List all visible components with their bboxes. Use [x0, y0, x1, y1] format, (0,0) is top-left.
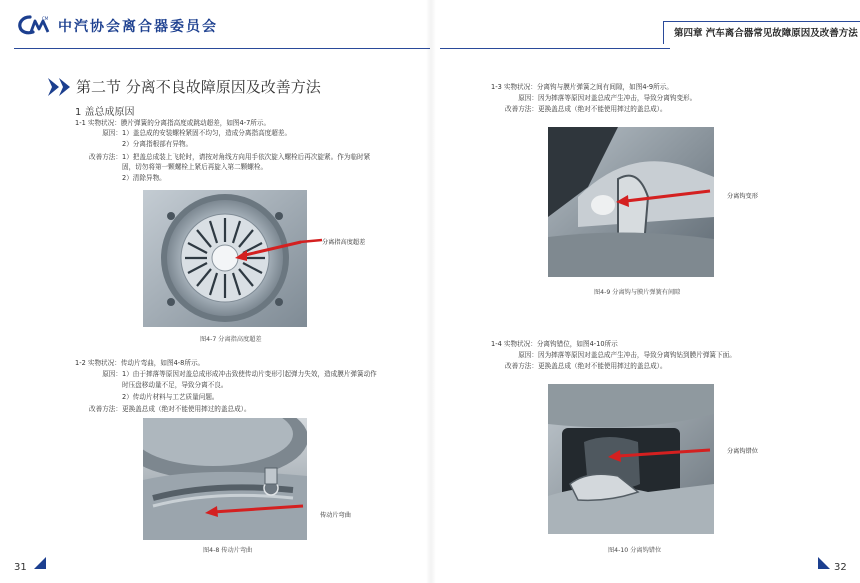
hook-gap-photo: [548, 127, 714, 277]
corner-triangle: [34, 557, 46, 569]
case-1-3-cause: [491, 93, 696, 104]
case-1-4-cause: [491, 350, 736, 361]
callout-label: 分离指高度超差: [322, 239, 366, 246]
cause-line: 1）由于摔落等原因对盖总成形成冲击致使传动片变形引起弹力失效，造成膜片弹簧动作: [122, 370, 377, 378]
cause-line: 因为摔落等原因对盖总成产生冲击，导致分离钩钻到膜片弹簧下面。: [538, 351, 736, 359]
fix-label: 改善方法：: [505, 362, 538, 370]
corner-triangle: [818, 557, 830, 569]
cause-line: 1）盖总成的安装螺栓紧固不均匀，造成分离指高度超差。: [122, 129, 292, 137]
status-text: 膜片弹簧的分离指高度或跳动超差，如图4-7所示。: [120, 119, 271, 127]
page-gutter: [426, 0, 436, 583]
clutch-cover-photo: [143, 190, 307, 327]
header-rule: [14, 48, 430, 49]
drive-strap-illustration: [143, 418, 307, 540]
fix-line: 更换盖总成（绝对不能使用摔过的盖总成）。: [538, 362, 667, 370]
cause-label: 原因：: [518, 351, 538, 359]
cm-logo: [18, 14, 52, 36]
double-chevron-icon: [48, 78, 74, 96]
fix-label: 改善方法：: [505, 105, 538, 113]
status-label: 1-2 实物状况：: [75, 359, 121, 367]
left-page-header: [0, 0, 430, 58]
figure-caption: 图4-7 分离指高度超差: [200, 336, 262, 343]
case-1-2-fix: [75, 404, 251, 415]
case-1-3-fix: [491, 104, 667, 115]
fix-label: 改善方法：: [89, 405, 122, 413]
figure-caption: 图4-8 传动片弯曲: [203, 547, 253, 554]
page-number-left: 31: [14, 562, 27, 573]
case-1-4-status: [491, 339, 618, 350]
organization-name: 中汽协会离合器委员会: [58, 19, 218, 35]
svg-text:CM: CM: [42, 16, 49, 21]
clutch-diaphragm-illustration: [143, 190, 307, 327]
status-text: 分离钩错位，如图4-10所示: [536, 340, 618, 348]
cause-line: 2）传动片材料与工艺质量问题。: [122, 393, 219, 401]
strap-photo: [143, 418, 307, 540]
status-label: 1-3 实物状况：: [491, 83, 537, 91]
case-1-3-status: [491, 82, 673, 93]
case-1-2-status: [75, 358, 204, 369]
case-1-1-cause: [75, 128, 291, 139]
figure-caption: 图4-9 分离钩与膜片弹簧有间隙: [594, 289, 681, 296]
case-1-1-status: [75, 118, 270, 129]
cause-label: 原因：: [102, 370, 122, 378]
fix-label: 改善方法：: [89, 153, 122, 161]
figure-caption: 图4-10 分离钩错位: [608, 547, 662, 554]
case-1-2-cause: [75, 369, 377, 380]
fix-line: 更换盖总成（绝对不能使用摔过的盖总成）。: [122, 405, 251, 413]
release-hook-illustration: [548, 127, 714, 277]
cause-label: 原因：: [102, 129, 122, 137]
section-title: 第二节 分离不良故障原因及改善方法: [76, 78, 321, 96]
chapter-box: [663, 21, 860, 44]
fix-line: 更换盖总成（绝对不能使用摔过的盖总成）。: [538, 105, 667, 113]
chapter-title: 第四章 汽车离合器常见故障原因及改善方法: [674, 28, 858, 39]
status-label: 1-1 实物状况：: [75, 119, 121, 127]
header-rule: [440, 48, 670, 49]
callout-label: 分离钩变形: [727, 193, 758, 200]
cause-line: 时压盘移动量不足，导致分离不良。: [122, 381, 228, 389]
cause-line: 因为摔落等原因对盖总成产生冲击，导致分离钩变形。: [538, 94, 697, 102]
misplaced-hook-illustration: [548, 384, 714, 534]
case-1-1-fix: [75, 152, 370, 163]
page-number-right: 32: [834, 562, 847, 573]
sub-heading: 1 盖总成原因: [75, 107, 135, 118]
right-page-header: [430, 0, 860, 58]
status-text: 分离钩与膜片弹簧之间有间隙，如图4-9所示。: [536, 83, 673, 91]
callout-label: 分离钩错位: [727, 448, 758, 455]
fix-line: 固，切勿将第一颗螺栓上紧后再旋入第二颗螺栓。: [122, 163, 268, 171]
hook-misplaced-photo: [548, 384, 714, 534]
cause-label: 原因：: [518, 94, 538, 102]
callout-label: 传动片弯曲: [320, 512, 351, 519]
fix-line: 2）清除异物。: [122, 174, 166, 182]
fix-line: 1）把盖总成装上飞轮时，请按对角线方向用手依次旋入螺栓后再次旋紧。作为临时紧: [122, 153, 371, 161]
cause-line: 2）分离指根部有异物。: [122, 140, 193, 148]
status-label: 1-4 实物状况：: [491, 340, 537, 348]
status-text: 传动片弯曲，如图4-8所示。: [120, 359, 205, 367]
callout-arrow: [300, 234, 322, 246]
case-1-4-fix: [491, 361, 667, 372]
